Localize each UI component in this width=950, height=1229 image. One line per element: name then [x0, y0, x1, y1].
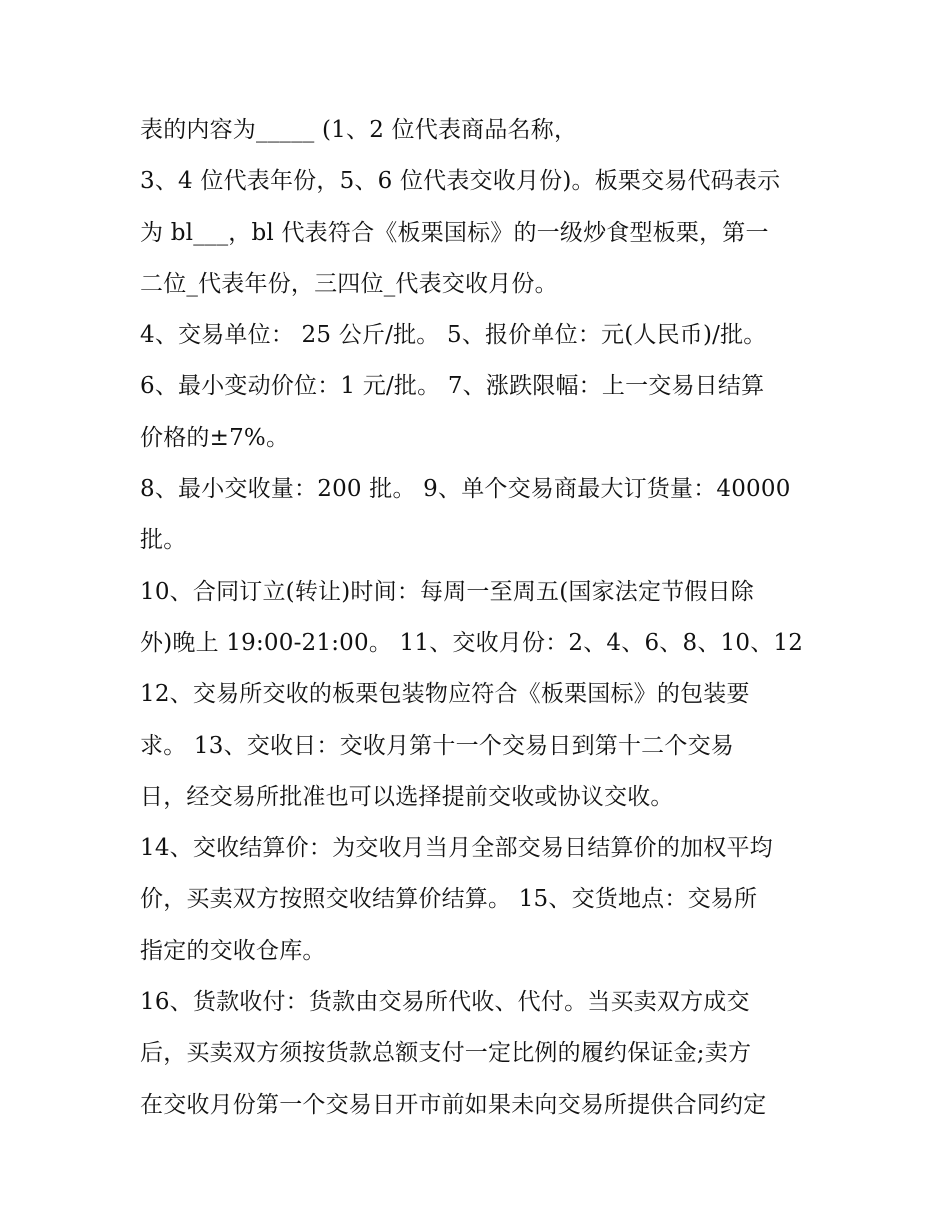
text-line: 后，买卖双方须按货款总额支付一定比例的履约保证金;卖方 [140, 1040, 752, 1067]
text-line: 为 bl___，bl 代表符合《板栗国标》的一级炒食型板栗，第一 [140, 219, 769, 246]
text-line: 二位_代表年份，三四位_代表交收月份。 [140, 270, 558, 297]
document-body [140, 105, 830, 1131]
text-line: 价格的±7%。 [140, 424, 290, 451]
text-line: 表的内容为_____ (1、2 位代表商品名称， [140, 117, 578, 143]
text-line: 指定的交收仓库。 [140, 937, 326, 964]
text-line: 8、最小交收量：200 批。 9、单个交易商最大订货量：40000 [140, 476, 791, 503]
text-line: 批。 [140, 527, 187, 554]
text-line: 价，买卖双方按照交收结算价结算。 15、交货地点：交易所 [140, 886, 758, 913]
text-line: 16、货款收付：货款由交易所代收、代付。当买卖双方成交 [140, 989, 750, 1016]
text-line: 求。 13、交收日：交收月第十一个交易日到第十二个交易 [140, 732, 734, 759]
text-line: 4、交易单位： 25 公斤/批。 5、报价单位：元(人民币)/批。 [140, 322, 767, 349]
text-line: 10、合同订立(转让)时间：每周一至周五(国家法定节假日除 [140, 578, 754, 605]
text-line: 3、4 位代表年份，5、6 位代表交收月份)。板栗交易代码表示 [140, 168, 781, 195]
text-line: 日，经交易所批准也可以选择提前交收或协议交收。 [140, 783, 674, 810]
text-line: 外)晚上 19:00-21:00。 11、交收月份：2、4、6、8、10、12 [140, 629, 804, 656]
text-line: 6、最小变动价位：1 元/批。 7、涨跌限幅：上一交易日结算 [140, 373, 765, 400]
text-line: 14、交收结算价：为交收月当月全部交易日结算价的加权平均 [140, 835, 773, 862]
text-line: 在交收月份第一个交易日开市前如果未向交易所提供合同约定 [140, 1091, 767, 1118]
text-line: 12、交易所交收的板栗包装物应符合《板栗国标》的包装要 [140, 681, 750, 708]
